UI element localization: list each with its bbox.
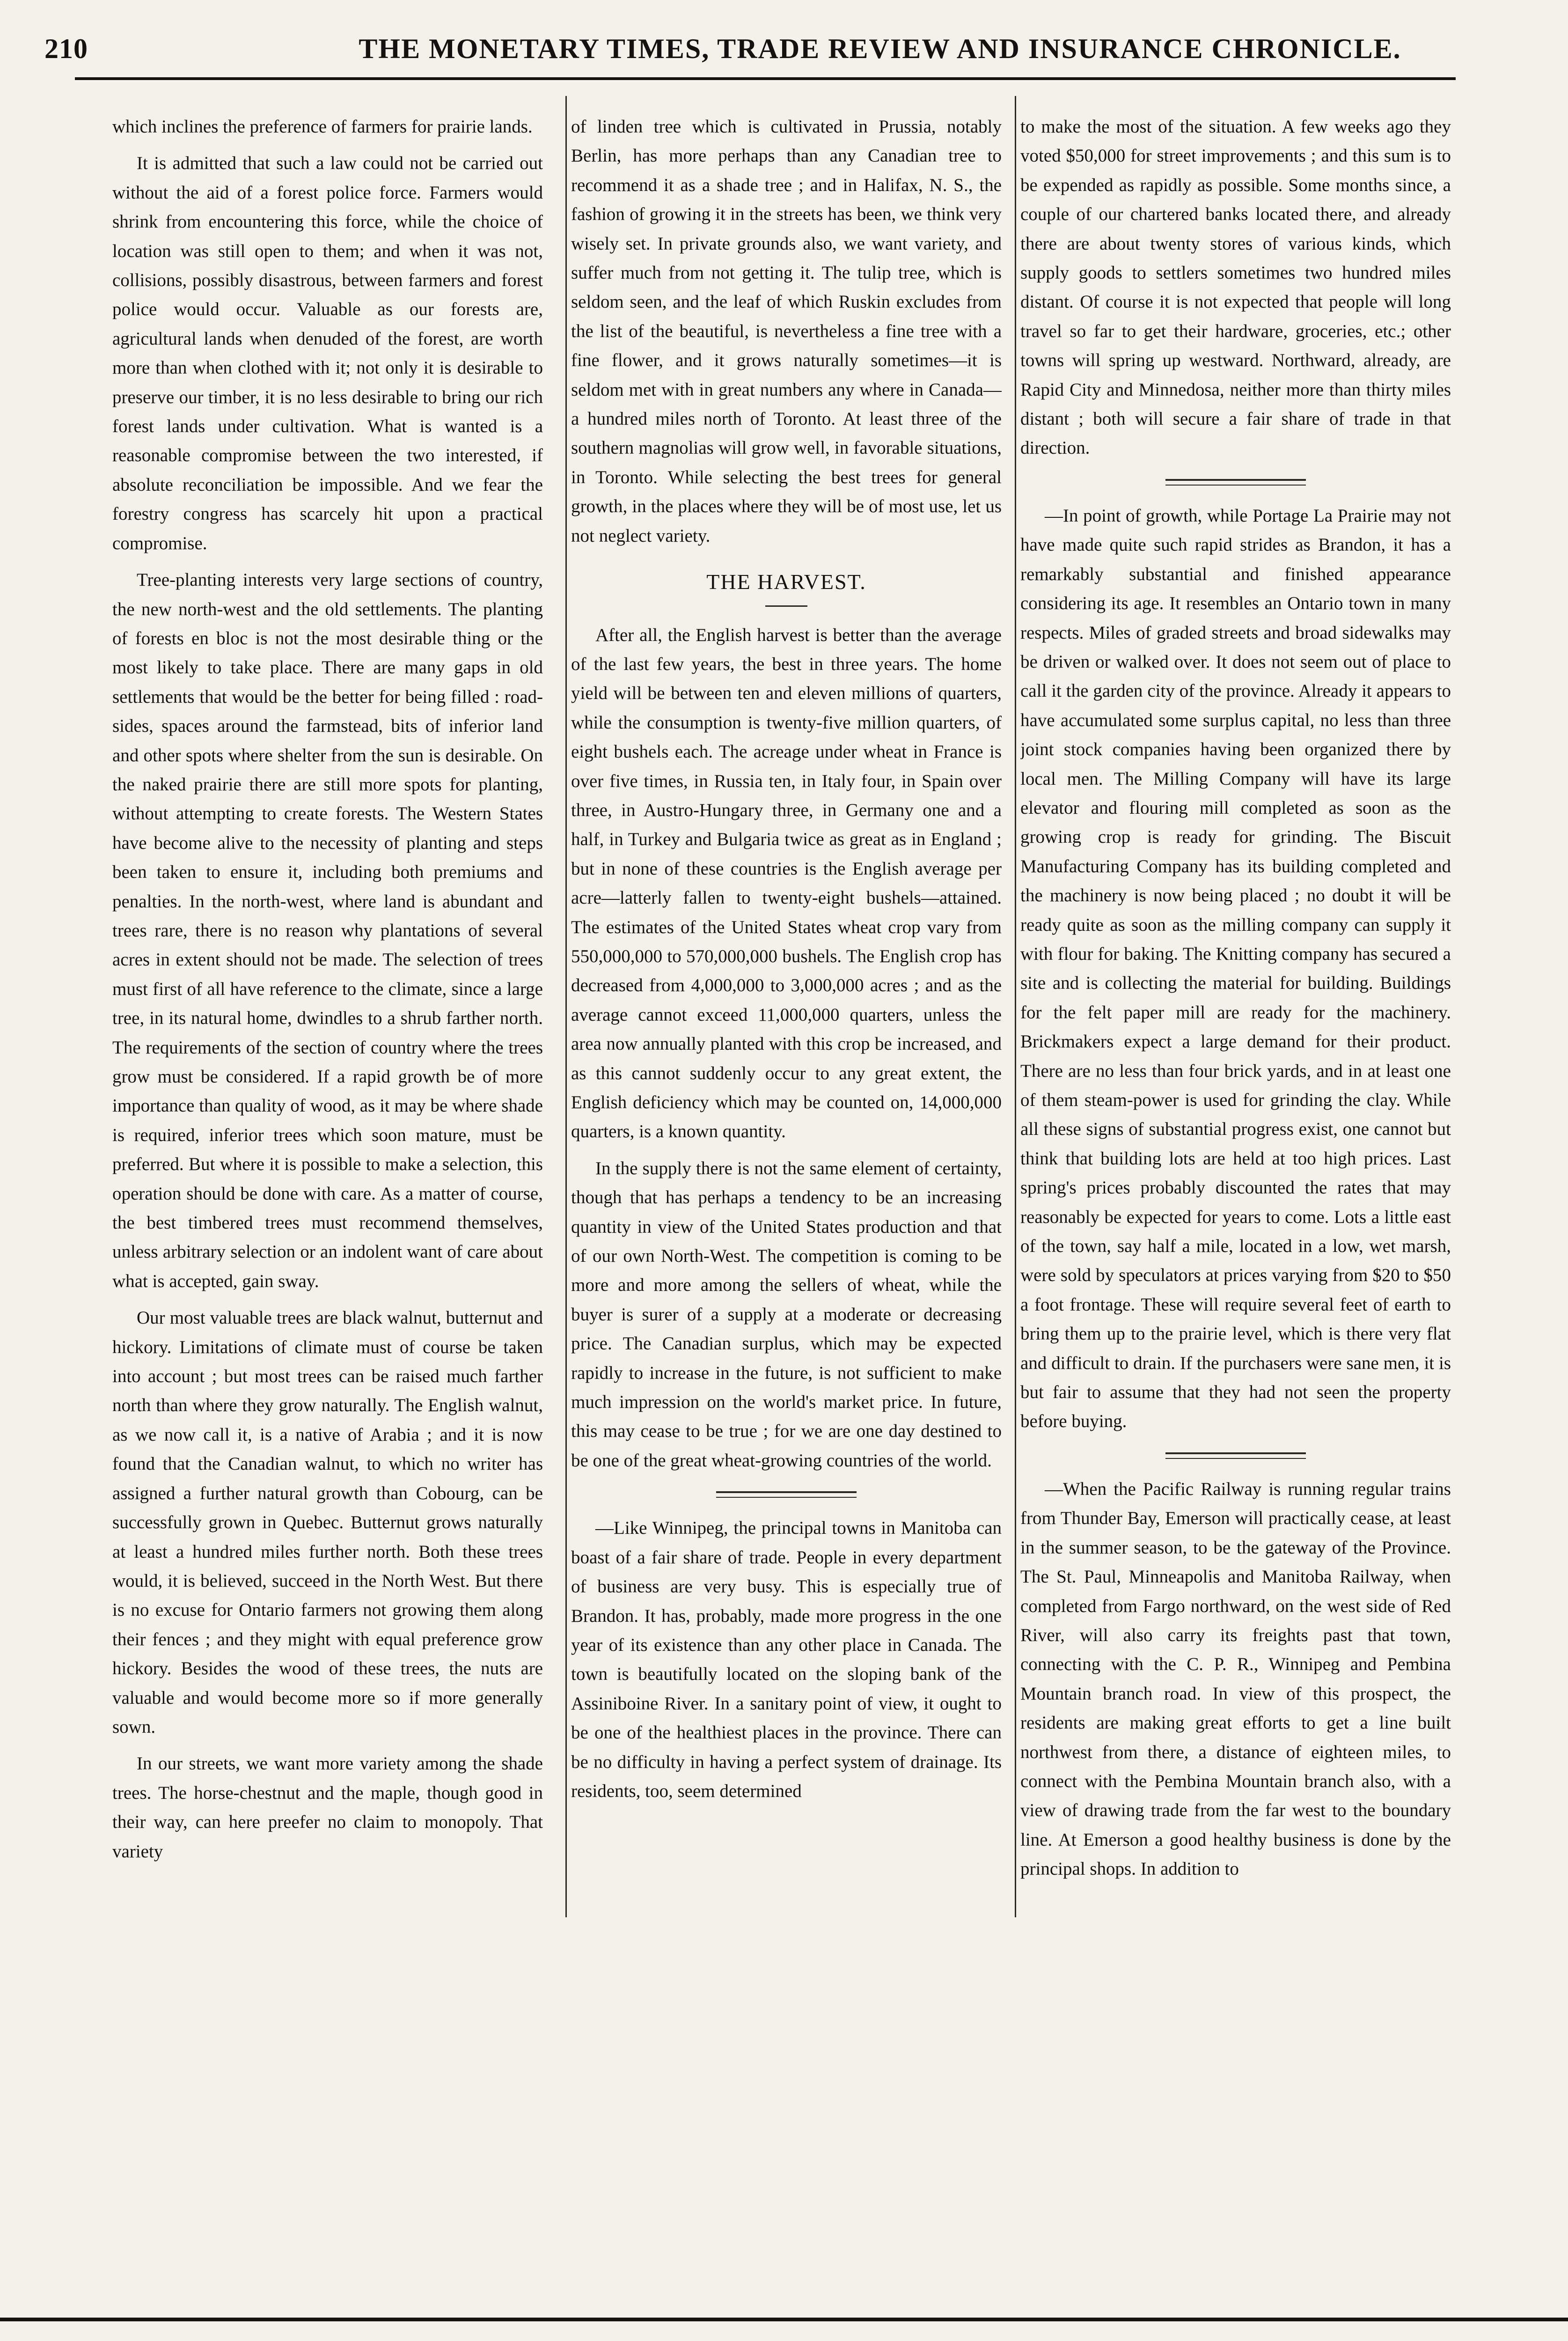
paragraph: Tree-planting interests very large sections of country, the new north-west and the old settlements. The planting of forests en bloc is not the most desirable thing or the most likely to take place. There are many gaps in old settlements that would be the better for being filled : road-sides, spaces around the farmstead, bits of inferior land and other spots where shelter from the sun is desirable. On the naked prairie there are still more spots for planting, without attempting to create forests. The Western States have become alive to the necessity of planting and steps been taken to ensure it, including both premiums and penalties. In the north-west, where land is abundant and trees rare, there is no reason why plantations of several acres in extent should not be made. The selection of trees must first of all have reference to the climate, since a large tree, in its natural home, dwindles to a shrub farther north. The requirements of the section of country where the trees grow must be considered. If a rapid growth be of more importance than quality of wood, as it may be where shade is required, inferior trees which soon mature, must be preferred. But where it is possible to make a selection, this operation should be done with care. As a matter of course, the best timbered trees must recommend themselves, unless arbitrary selection or an indolent want of care about what is accepted, gain sway. — [112, 570, 543, 1291]
paragraph: After all, the English harvest is better than the average of the last few years, the best in three years. The home yield will be between ten and eleven millions of quarters, while the consumption is twenty-five million quarters, of eight bushels each. The acreage under wheat in France is over five times, in Russia ten, in Italy four, in Spain over three, in Austro-Hungary three, in Germany one and a half, in Turkey and Bulgaria twice as great as in England ; but in none of these countries is the English average per acre—latterly fallen to twenty-eight bushels—attained. The estimates of the United States wheat crop vary from 550,000,000 to 570,000,000 bushels. The English crop has decreased from 4,000,000 to 3,000,000 acres ; and as the average cannot exceed 11,000,000 quarters, unless the area now annually planted with this crop be increased, and as this cannot suddenly occur to any great extent, the English deficiency which may be counted on, 14,000,000 quarters, is a known quantity. — [571, 625, 1002, 1142]
page-number: 210 — [44, 33, 88, 64]
section-title: THE HARVEST. — [706, 570, 866, 594]
paragraph: —When the Pacific Railway is running regular trains from Thunder Bay, Emerson will practically cease, at least in the summer season, to be the gateway of the Province. The St. Paul, Minneapolis and Manitoba Railway, when completed from Fargo northward, on the west side of Red River, will also carry its freights past that town, connecting with the C. P. R., Winnipeg and Pembina Mountain branch road. In view of this prospect, the residents are making great efforts to get a line built northwest from there, a distance of eighteen miles, to connect with the Pembina Mountain branch also, with a view of drawing trade from the far west to the boundary line. At Emerson a good healthy business is done by the principal shops. In addition to — [1020, 1479, 1451, 1879]
title-rule — [765, 605, 807, 607]
paragraph: In the supply there is not the same element of certainty, though that has perhaps a tendency to be an increasing quantity in view of the United States production and that of our own North-West. The competition is coming to be more and more among the sellers of wheat, while the buyer is surer of a supply at a moderate or decreasing price. The Canadian surplus, which may be expected rapidly to increase in the future, is not sufficient to make much impression on the world's market price. In future, this may cease to be true ; for we are one day destined to be one of the great wheat-growing countries of the world. — [571, 1158, 1002, 1471]
header-rule — [75, 77, 1456, 80]
paragraph: In our streets, we want more variety among the shade trees. The horse-chestnut and the maple, though good in their way, can here preefer no claim to monopoly. That variety — [112, 1753, 543, 1862]
paragraph: Our most valuable trees are black walnut, butternut and hickory. Limitations of climate must of course be taken into account ; but most trees can be raised much farther north than where they grow naturally. The English walnut, as we now call it, is a native of Arabia ; and it is now found that the Canadian walnut, to which no writer has assigned a further natural growth than Cobourg, can be successfully grown in Quebec. Butternut grows naturally at least a hundred miles further north. Both these trees would, it is believed, succeed in the North West. But there is no excuse for Ontario farmers not growing them along their fences ; and they might with equal preference grow hickory. Besides the wood of these trees, the nuts are valuable and would become more so if more generally sown. — [112, 1308, 543, 1737]
paragraph: —In point of growth, while Portage La Prairie may not have made quite such rapid strides as Brandon, it has a remarkably substantial and finished appearance considering its age. It resembles an Ontario town in many respects. Miles of graded streets and broad sidewalks may be driven or walked over. It does not seem out of place to call it the garden city of the province. Already it appears to have accumulated some surplus capital, no less than three joint stock companies having been organized there by local men. The Milling Company will have its large elevator and flouring mill completed as soon as the growing crop is ready for grinding. The Biscuit Manufacturing Company has its building completed and the machinery is now being placed ; no doubt it will be ready quite as soon as the milling company can supply it with flour for baking. The Knitting company has secured a site and is collecting the material for building. Buildings for the felt paper mill are ready for the machinery. Brickmakers expect a large demand for their product. There are no less than four brick yards, and in at least one of them steam-power is used for grinding the clay. While all these signs of substantial progress exist, one cannot but think that building lots are held at too high prices. Last spring's prices probably discounted the rates that may reasonably be expected for years to come. Lots a little east of the town, say half a mile, located in a low, wet marsh, were sold by speculators at prices varying from $20 to $50 a foot frontage. These will require several feet of earth to bring them up to the prairie level, which is there very flat and difficult to drain. If the purchasers were sane men, it is but fair to assume that they had not seen the property before buying. — [1020, 505, 1451, 1432]
column-divider — [1015, 96, 1016, 1917]
paragraph: which inclines the preference of farmers for prairie lands. — [112, 117, 533, 137]
paragraph: It is admitted that such a law could not be carried out without the aid of a forest police force. Farmers would shrink from encountering this force, while the choice of location was still open to them; and when it was not, collisions, possibly disastrous, between farmers and forest police would occur. Valuable as our forests are, agricultural lands when denuded of the forest, are worth more than when clothed with it; not only it is desirable to preserve our timber, it is no less desirable to bring our rich forest lands under cultivation. What is wanted is a reasonable compromise between the two interested, if absolute reconciliation be impossible. And we fear the forestry congress has scarcely hit upon a practical compromise. — [112, 153, 543, 553]
section-separator — [1165, 1452, 1306, 1459]
paragraph: —Like Winnipeg, the principal towns in Manitoba can boast of a fair share of trade. People in every department of business are very busy. This is especially true of Brandon. It has, probably, made more progress in the one year of its existence than any other place in Canada. The town is beautifully located on the sloping bank of the Assiniboine River. In a sanitary point of view, it ought to be one of the healthiest places in the province. There can be no difficulty in having a perfect system of drainage. Its residents, too, seem determined — [571, 1518, 1002, 1801]
paragraph: of linden tree which is cultivated in Prussia, notably Berlin, has more perhaps than any Canadian tree to recommend it as a shade tree ; and in Halifax, N. S., the fashion of growing it in the streets has been, we think very wisely set. In private grounds also, we want variety, and suffer much from not getting it. The tulip tree, which is seldom seen, and the leaf of which Ruskin excludes from the list of the beautiful, is nevertheless a fine tree with a fine flower, and it grows naturally sometimes—it is seldom met with in great numbers any where in Canada—a hundred miles north of Toronto. At least three of the southern magnolias will grow well, in favorable situations, in Toronto. While selecting the best trees for general growth, in the places where they will be of most use, let us not neglect variety. — [571, 117, 1002, 546]
section-separator — [1165, 479, 1306, 486]
page-header — [44, 33, 1453, 75]
column-1 — [112, 112, 543, 1985]
column-2 — [571, 112, 1002, 1985]
column-3 — [1020, 112, 1451, 1985]
masthead: THE MONETARY TIMES, TRADE REVIEW AND INSURANCE CHRONICLE. — [359, 33, 1401, 64]
paragraph: to make the most of the situation. A few weeks ago they voted $50,000 for street improvements ; and this sum is to be expended as rapidly as possible. Some months since, a couple of our chartered banks located there, and already there are about twenty stores of various kinds, which supply goods to settlers sometimes two hundred miles distant. Of course it is not expected that people will long travel so far to get their hardware, groceries, etc.; other towns will spring up westward. Northward, already, are Rapid City and Minnedosa, neither more than thirty miles distant ; both will secure a fair share of trade in that direction. — [1020, 117, 1451, 458]
footer-rule — [0, 2318, 1568, 2321]
section-separator — [716, 1491, 857, 1498]
column-divider — [565, 96, 567, 1917]
